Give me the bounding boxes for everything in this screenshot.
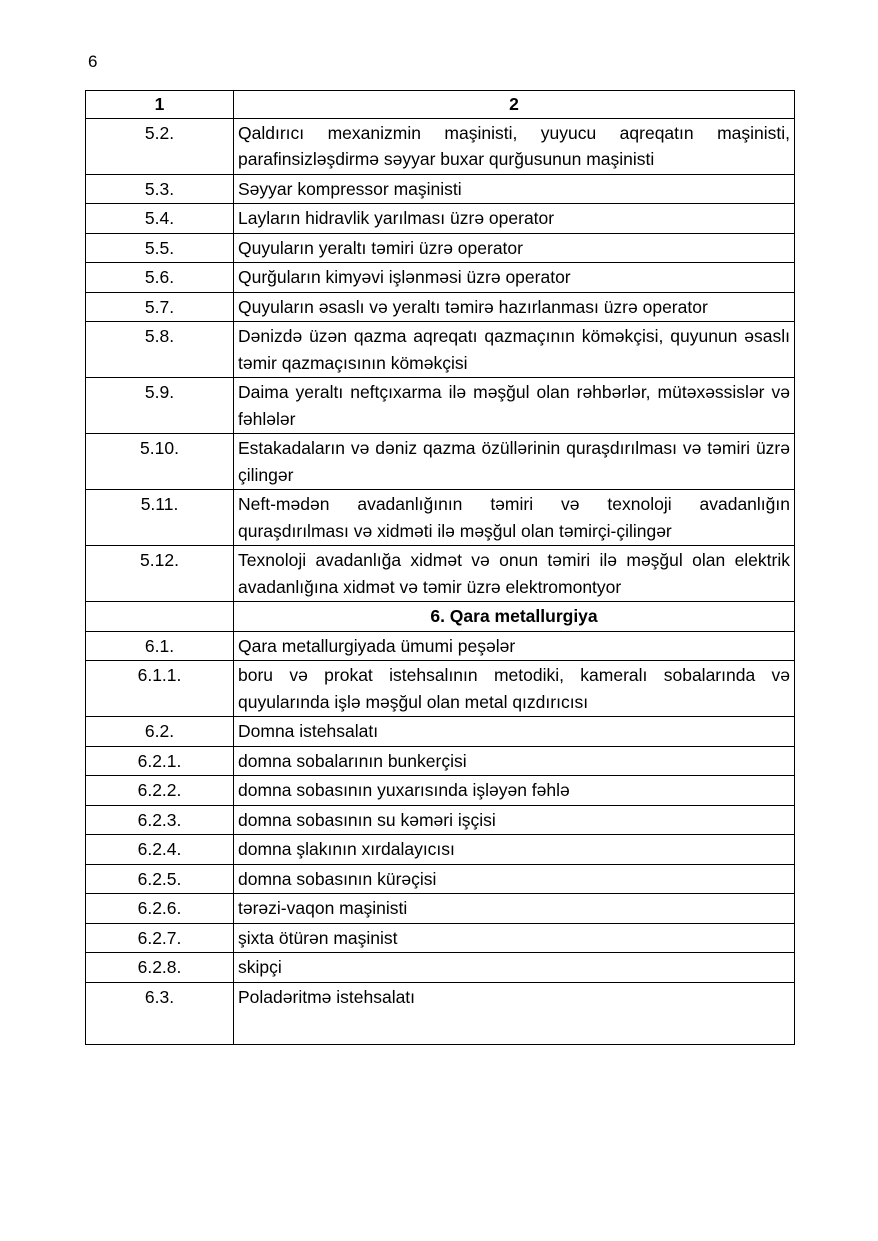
row-text-cell: domna sobalarının bunkerçisi — [234, 746, 795, 776]
table-row — [86, 546, 795, 602]
row-text-cell: domna sobasının kürəçisi — [234, 864, 795, 894]
table-row — [86, 746, 795, 776]
table-header-cell-description: 2 — [234, 91, 795, 119]
professions-table — [85, 90, 795, 1045]
row-number-cell: 6.3. — [86, 982, 234, 1044]
row-text-cell: Poladəritmə istehsalatı — [234, 982, 795, 1044]
row-text-cell: Qurğuların kimyəvi işlənməsi üzrə operator — [234, 263, 795, 293]
row-text-cell: Daima yeraltı neftçıxarma ilə məşğul olan rəhbərlər, mütəxəssislər və fəhlələr — [234, 378, 795, 434]
row-number-cell: 5.2. — [86, 118, 234, 174]
table-header-row — [86, 91, 795, 119]
row-number-cell: 6.2.2. — [86, 776, 234, 806]
row-number-cell: 6.2.7. — [86, 923, 234, 953]
row-text-cell: domna sobasının su kəməri işçisi — [234, 805, 795, 835]
row-text-cell: Quyuların yeraltı təmiri üzrə operator — [234, 233, 795, 263]
table-row — [86, 490, 795, 546]
row-text-cell: Estakadaların və dəniz qazma özüllərinin quraşdırılması və təmiri üzrə çilingər — [234, 434, 795, 490]
table-row — [86, 982, 795, 1044]
table-row — [86, 835, 795, 865]
row-number-cell: 5.7. — [86, 292, 234, 322]
table-row — [86, 263, 795, 293]
table-row — [86, 776, 795, 806]
row-number-cell: 5.5. — [86, 233, 234, 263]
row-number-cell: 5.10. — [86, 434, 234, 490]
row-text-cell: Dənizdə üzən qazma aqreqatı qazmaçının köməkçisi, quyunun əsaslı təmir qazmaçısının köməkçisi — [234, 322, 795, 378]
row-text-cell: Quyuların əsaslı və yeraltı təmirə hazırlanması üzrə operator — [234, 292, 795, 322]
table-row — [86, 894, 795, 924]
table-row — [86, 631, 795, 661]
table-row — [86, 864, 795, 894]
row-number-cell: 5.9. — [86, 378, 234, 434]
table-row — [86, 661, 795, 717]
table-row — [86, 923, 795, 953]
table-row — [86, 434, 795, 490]
row-number-cell: 5.3. — [86, 174, 234, 204]
table-row — [86, 805, 795, 835]
table-row — [86, 233, 795, 263]
row-number-cell: 6.2.3. — [86, 805, 234, 835]
row-text-cell: tərəzi-vaqon maşinisti — [234, 894, 795, 924]
table-row — [86, 378, 795, 434]
table-row — [86, 204, 795, 234]
row-text-cell: domna şlakının xırdalayıcısı — [234, 835, 795, 865]
table-body — [86, 118, 795, 1044]
row-text-cell: Layların hidravlik yarılması üzrə operator — [234, 204, 795, 234]
row-number-cell: 5.6. — [86, 263, 234, 293]
row-number-cell: 6.1.1. — [86, 661, 234, 717]
row-number-cell: 5.11. — [86, 490, 234, 546]
row-number-cell: 6.1. — [86, 631, 234, 661]
row-number-cell: 6.2.8. — [86, 953, 234, 983]
row-number-cell: 6.2. — [86, 717, 234, 747]
row-number-cell — [86, 602, 234, 632]
row-text-cell: Qaldırıcı mexanizmin maşinisti, yuyucu aqreqatın maşinisti, parafinsizləşdirmə səyyar buxar qurğusunun maşinisti — [234, 118, 795, 174]
page-number: 6 — [88, 52, 98, 71]
row-text-cell: boru və prokat istehsalının metodiki, kameralı sobalarında və quyularında işlə məşğul olan metal qızdırıcısı — [234, 661, 795, 717]
table-row — [86, 174, 795, 204]
table-row — [86, 602, 795, 632]
row-text-cell: Texnoloji avadanlığa xidmət və onun təmiri ilə məşğul olan elektrik avadanlığına xidmət və təmir üzrə elektromontyor — [234, 546, 795, 602]
table-row — [86, 322, 795, 378]
table-row — [86, 717, 795, 747]
table-row — [86, 118, 795, 174]
row-number-cell: 6.2.1. — [86, 746, 234, 776]
table-row — [86, 292, 795, 322]
row-number-cell: 5.8. — [86, 322, 234, 378]
row-text-cell: Domna istehsalatı — [234, 717, 795, 747]
table-header — [86, 91, 795, 119]
table-header-cell-number: 1 — [86, 91, 234, 119]
row-text-cell: domna sobasının yuxarısında işləyən fəhlə — [234, 776, 795, 806]
row-number-cell: 6.2.5. — [86, 864, 234, 894]
row-number-cell: 6.2.4. — [86, 835, 234, 865]
row-number-cell: 5.12. — [86, 546, 234, 602]
row-text-cell: Səyyar kompressor maşinisti — [234, 174, 795, 204]
table-row — [86, 953, 795, 983]
row-text-cell: şixta ötürən maşinist — [234, 923, 795, 953]
row-number-cell: 5.4. — [86, 204, 234, 234]
row-text-cell: skipçi — [234, 953, 795, 983]
row-text-cell: Neft-mədən avadanlığının təmiri və texnoloji avadanlığın quraşdırılması və xidməti ilə məşğul olan təmirçi-çilingər — [234, 490, 795, 546]
row-number-cell: 6.2.6. — [86, 894, 234, 924]
row-text-cell: Qara metallurgiyada ümumi peşələr — [234, 631, 795, 661]
section-header-cell: 6. Qara metallurgiya — [234, 602, 795, 632]
